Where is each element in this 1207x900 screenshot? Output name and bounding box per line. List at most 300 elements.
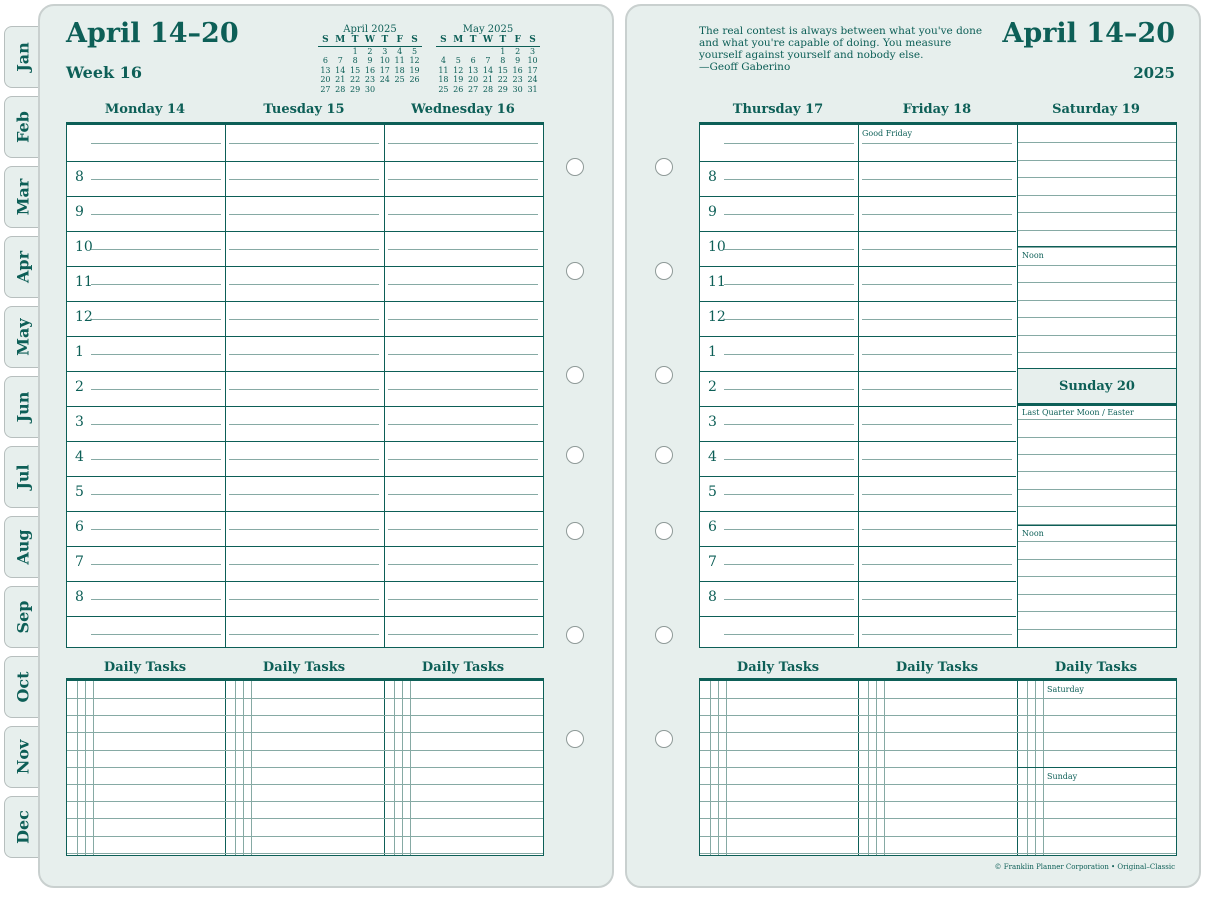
tab-nov[interactable] <box>4 726 40 788</box>
calendar-day: 14 <box>482 65 494 75</box>
calendar-day: 20 <box>320 75 331 84</box>
priority-column-line <box>718 681 719 855</box>
writing-line <box>1018 594 1176 595</box>
writing-line <box>91 599 221 600</box>
writing-line <box>1018 576 1176 577</box>
weekday-label: S <box>529 35 536 45</box>
priority-column-line <box>77 681 78 855</box>
tab-label: Dec <box>13 810 32 844</box>
calendar-day: 23 <box>512 75 523 84</box>
calendar-day: 16 <box>364 65 376 75</box>
binder-hole <box>655 262 673 280</box>
writing-line <box>862 599 1012 600</box>
tab-jul[interactable] <box>4 446 40 508</box>
weekday-label: T <box>469 35 477 45</box>
weekday-label: T <box>381 35 389 45</box>
writing-line <box>724 249 854 250</box>
tab-label: Feb <box>13 111 32 143</box>
calendar-day: 21 <box>482 75 494 84</box>
hour-label: 11 <box>75 274 93 290</box>
noon-label: Noon <box>1022 251 1044 260</box>
writing-line <box>229 529 379 530</box>
writing-line <box>862 319 1012 320</box>
tab-oct[interactable] <box>4 656 40 718</box>
calendar-day: 2 <box>515 46 521 56</box>
binder-hole <box>655 366 673 384</box>
calendar-day: 7 <box>485 56 491 65</box>
hour-label: 10 <box>75 239 93 255</box>
writing-line <box>91 179 221 180</box>
quote-line: and what you're capable of doing. You measure <box>699 37 952 49</box>
weekday-label: S <box>440 35 447 45</box>
calendar-day: 12 <box>409 56 420 65</box>
column-divider <box>225 681 226 855</box>
writing-line <box>1018 160 1176 161</box>
task-line <box>700 836 1176 837</box>
task-line <box>700 698 1176 699</box>
tab-sep[interactable] <box>4 586 40 648</box>
tab-label: Jul <box>13 464 32 490</box>
writing-line <box>229 424 379 425</box>
calendar-day: 18 <box>394 65 405 75</box>
task-line <box>67 698 543 699</box>
writing-line <box>229 284 379 285</box>
holiday-note: Good Friday <box>862 129 913 138</box>
tab-aug[interactable] <box>4 516 40 578</box>
binder-hole <box>655 522 673 540</box>
hour-divider <box>67 336 543 337</box>
hour-divider <box>67 301 543 302</box>
writing-line <box>388 354 538 355</box>
binder-hole <box>655 626 673 644</box>
writing-line <box>724 634 854 635</box>
writing-line <box>91 529 221 530</box>
mini-calendar-title: May 2025 <box>462 24 514 35</box>
writing-line <box>724 424 854 425</box>
calendar-day <box>436 46 451 56</box>
column-divider <box>225 125 226 647</box>
binder-hole <box>566 158 584 176</box>
writing-line <box>862 214 1012 215</box>
tab-label: Apr <box>13 250 32 284</box>
sunday-note: Last Quarter Moon / Easter <box>1022 408 1134 417</box>
calendar-day: 18 <box>438 75 449 84</box>
writing-line <box>1018 611 1176 612</box>
hour-divider <box>700 441 1016 442</box>
calendar-day: 15 <box>350 65 361 75</box>
writing-line <box>1018 265 1176 266</box>
binder-hole <box>566 522 584 540</box>
calendar-day: 3 <box>382 46 388 56</box>
calendar-day: 30 <box>512 84 523 94</box>
tab-feb[interactable] <box>4 96 40 158</box>
writing-line <box>1018 335 1176 336</box>
column-divider <box>384 681 385 855</box>
tab-label: Jan <box>13 42 32 72</box>
hour-label: 3 <box>75 414 84 430</box>
writing-line <box>862 143 1012 144</box>
writing-line <box>91 424 221 425</box>
tab-label: Nov <box>13 739 32 775</box>
tab-apr[interactable] <box>4 236 40 298</box>
priority-column-line <box>235 681 236 855</box>
calendar-day: 10 <box>379 56 390 65</box>
hour-label: 12 <box>708 309 726 325</box>
hour-label: 12 <box>75 309 93 325</box>
writing-line <box>91 214 221 215</box>
hour-label: 10 <box>708 239 726 255</box>
hour-divider <box>67 616 543 617</box>
weekday-label: M <box>335 35 346 45</box>
calendar-day: 21 <box>335 75 346 84</box>
priority-column-line <box>402 681 403 855</box>
calendar-day: 9 <box>515 56 521 65</box>
hour-divider <box>700 301 1016 302</box>
writing-line <box>229 179 379 180</box>
writing-line <box>862 389 1012 390</box>
calendar-day: 24 <box>527 75 538 84</box>
tab-mar[interactable] <box>4 166 40 228</box>
priority-column-line <box>868 681 869 855</box>
calendar-day <box>392 85 407 95</box>
weekday-label: M <box>453 35 464 45</box>
hour-divider <box>700 196 1016 197</box>
tab-label: Aug <box>13 529 32 565</box>
writing-line <box>229 249 379 250</box>
calendar-day <box>466 46 481 56</box>
hour-divider <box>67 161 543 162</box>
tab-label: Mar <box>13 178 32 216</box>
right-page <box>625 4 1201 888</box>
daily-tasks-grid <box>66 678 544 856</box>
calendar-day: 13 <box>320 65 331 75</box>
day-header: Friday 18 <box>902 102 972 117</box>
writing-line <box>388 214 538 215</box>
hour-divider <box>700 616 1016 617</box>
hour-divider <box>67 581 543 582</box>
calendar-day: 17 <box>379 65 390 75</box>
writing-line <box>388 143 538 144</box>
hour-label: 8 <box>708 169 717 185</box>
priority-column-line <box>1027 681 1028 855</box>
task-line <box>67 836 543 837</box>
hour-divider <box>700 546 1016 547</box>
hour-label: 8 <box>75 169 84 185</box>
quote-line: The real contest is always between what you've done <box>699 25 983 37</box>
calendar-day <box>318 46 333 56</box>
calendar-day <box>407 85 422 95</box>
daily-tasks-grid <box>699 678 1177 856</box>
hour-divider <box>700 266 1016 267</box>
task-line <box>67 732 543 733</box>
calendar-day: 29 <box>497 84 508 94</box>
week-number: Week 16 <box>66 63 142 82</box>
weekend-task-divider <box>1017 767 1176 768</box>
writing-line <box>229 494 379 495</box>
task-line <box>700 732 1176 733</box>
weekday-label: T <box>351 35 359 45</box>
day-header: Tuesday 15 <box>263 102 345 117</box>
task-label-sunday: Sunday <box>1047 772 1078 781</box>
writing-line <box>724 529 854 530</box>
task-line <box>67 853 543 854</box>
hour-label: 2 <box>75 379 84 395</box>
mini-calendar <box>318 24 422 94</box>
tab-label: Sep <box>13 600 32 634</box>
writing-line <box>862 494 1012 495</box>
writing-line <box>1018 471 1176 472</box>
noon-label: Noon <box>1022 529 1044 538</box>
calendar-day: 4 <box>440 56 446 65</box>
writing-line <box>724 319 854 320</box>
writing-line <box>724 354 854 355</box>
calendar-day: 26 <box>453 84 464 94</box>
writing-line <box>1018 352 1176 353</box>
writing-line <box>388 599 538 600</box>
binder-hole <box>566 626 584 644</box>
calendar-day <box>333 46 348 56</box>
binder-hole <box>655 158 673 176</box>
writing-line <box>388 284 538 285</box>
calendar-day: 7 <box>337 56 343 65</box>
writing-line <box>724 564 854 565</box>
quote-line: yourself against yourself and nobody else. <box>699 49 924 61</box>
writing-line <box>91 354 221 355</box>
writing-line <box>229 564 379 565</box>
calendar-day: 27 <box>468 84 479 94</box>
daily-tasks-header: Daily Tasks <box>895 660 979 675</box>
writing-line <box>1018 454 1176 455</box>
hour-label: 6 <box>708 519 717 535</box>
writing-line <box>1018 506 1176 507</box>
quote <box>699 25 982 73</box>
priority-column-line <box>243 681 244 855</box>
hour-divider <box>700 371 1016 372</box>
writing-line <box>724 143 854 144</box>
calendar-day: 1 <box>500 46 506 56</box>
calendar-day: 28 <box>335 84 346 94</box>
calendar-day: 11 <box>394 56 405 65</box>
writing-line <box>862 634 1012 635</box>
weekday-label: W <box>482 35 493 45</box>
calendar-day: 26 <box>409 75 420 84</box>
priority-column-line <box>884 681 885 855</box>
hour-divider <box>700 161 1016 162</box>
column-divider <box>858 125 859 647</box>
daily-tasks-header: Daily Tasks <box>262 660 346 675</box>
calendar-day: 17 <box>527 65 538 75</box>
writing-line <box>862 424 1012 425</box>
hour-divider <box>67 196 543 197</box>
task-line <box>700 750 1176 751</box>
hour-label: 1 <box>75 344 84 360</box>
writing-line <box>229 354 379 355</box>
calendar-day: 16 <box>512 65 523 75</box>
writing-line <box>862 459 1012 460</box>
task-line <box>67 784 543 785</box>
writing-line <box>724 459 854 460</box>
daily-tasks-header: Daily Tasks <box>421 660 505 675</box>
binder-hole <box>566 366 584 384</box>
calendar-day: 3 <box>529 46 536 56</box>
writing-line <box>388 459 538 460</box>
writing-line <box>1018 317 1176 318</box>
writing-line <box>91 494 221 495</box>
hour-label: 5 <box>708 484 717 500</box>
week-title: April 14–20 <box>66 18 239 49</box>
calendar-day: 1 <box>352 46 358 56</box>
task-line <box>67 801 543 802</box>
task-line <box>67 818 543 819</box>
hour-label: 7 <box>708 554 717 570</box>
week-title: April 14–20 <box>1002 18 1175 49</box>
calendar-day: 6 <box>470 56 476 65</box>
writing-line <box>1018 142 1176 143</box>
mini-calendar-title: April 2025 <box>343 24 397 35</box>
task-line <box>700 818 1176 819</box>
priority-column-line <box>726 681 727 855</box>
hour-divider <box>67 231 543 232</box>
writing-line <box>388 494 538 495</box>
writing-line <box>862 354 1012 355</box>
tab-label: Jun <box>13 391 32 423</box>
writing-line <box>91 389 221 390</box>
hour-label: 1 <box>708 344 717 360</box>
calendar-day: 19 <box>409 65 420 75</box>
tab-label: May <box>13 318 32 356</box>
writing-line <box>388 564 538 565</box>
writing-line <box>1018 419 1176 420</box>
calendar-day: 25 <box>438 84 449 94</box>
priority-column-line <box>876 681 877 855</box>
writing-line <box>91 564 221 565</box>
weekday-label: F <box>514 35 521 45</box>
left-page <box>38 4 614 888</box>
binder-hole <box>566 262 584 280</box>
task-line <box>67 767 543 768</box>
writing-line <box>91 143 221 144</box>
binder-hole <box>566 446 584 464</box>
sunday-header: Sunday 20 <box>1059 379 1135 394</box>
writing-line <box>229 214 379 215</box>
priority-column-line <box>1043 681 1044 855</box>
hour-label: 4 <box>75 449 84 465</box>
binder-hole <box>655 446 673 464</box>
weekday-label: S <box>322 35 329 45</box>
tab-dec[interactable] <box>4 796 40 858</box>
writing-line <box>1018 437 1176 438</box>
hour-label: 2 <box>708 379 717 395</box>
tab-jun[interactable] <box>4 376 40 438</box>
calendar-day: 10 <box>527 56 538 65</box>
hour-label: 4 <box>708 449 717 465</box>
priority-column-line <box>410 681 411 855</box>
writing-line <box>229 143 379 144</box>
calendar-day: 28 <box>482 84 494 94</box>
writing-line <box>862 529 1012 530</box>
writing-line <box>1018 489 1176 490</box>
writing-line <box>388 389 538 390</box>
priority-column-line <box>394 681 395 855</box>
hour-divider <box>67 546 543 547</box>
weekday-label: F <box>396 35 403 45</box>
writing-line <box>1018 212 1176 213</box>
calendar-day: 11 <box>438 65 449 75</box>
hour-divider <box>700 581 1016 582</box>
calendar-day: 15 <box>497 65 508 75</box>
tab-label: Oct <box>13 671 32 703</box>
writing-line <box>229 634 379 635</box>
hour-label: 9 <box>75 204 84 220</box>
tab-may[interactable] <box>4 306 40 368</box>
year: 2025 <box>1133 64 1175 82</box>
calendar-day: 29 <box>350 84 361 94</box>
column-divider <box>858 681 859 855</box>
schedule-grid <box>699 122 1177 648</box>
calendar-day <box>481 46 496 56</box>
hour-divider <box>67 371 543 372</box>
calendar-day: 24 <box>379 75 390 84</box>
hour-label: 3 <box>708 414 717 430</box>
calendar-day: 12 <box>453 65 464 75</box>
writing-line <box>388 529 538 530</box>
weekday-label: S <box>411 35 418 45</box>
calendar-day: 27 <box>320 84 331 94</box>
calendar-day: 5 <box>455 56 461 65</box>
task-line <box>700 853 1176 854</box>
calendar-day: 6 <box>322 56 328 65</box>
tab-jan[interactable] <box>4 26 40 88</box>
priority-column-line <box>1035 681 1036 855</box>
hour-divider <box>67 511 543 512</box>
calendar-day: 22 <box>497 75 508 84</box>
hour-divider <box>700 476 1016 477</box>
calendar-day: 9 <box>367 56 373 65</box>
writing-line <box>388 424 538 425</box>
hour-divider <box>700 511 1016 512</box>
binder-hole <box>655 730 673 748</box>
calendar-day: 8 <box>500 56 506 65</box>
hour-label: 6 <box>75 519 84 535</box>
calendar-day: 19 <box>453 75 464 84</box>
hour-label: 8 <box>708 589 717 605</box>
priority-column-line <box>85 681 86 855</box>
task-line <box>700 784 1176 785</box>
writing-line <box>388 179 538 180</box>
binder-hole <box>566 730 584 748</box>
writing-line <box>229 599 379 600</box>
calendar-day: 14 <box>335 65 346 75</box>
calendar-day: 30 <box>364 84 376 94</box>
writing-line <box>1018 541 1176 542</box>
weekday-label: T <box>499 35 507 45</box>
hour-label: 5 <box>75 484 84 500</box>
writing-line <box>1018 230 1176 231</box>
hour-divider <box>67 441 543 442</box>
task-label-saturday: Saturday <box>1047 685 1084 694</box>
hour-divider <box>700 406 1016 407</box>
writing-line <box>229 389 379 390</box>
writing-line <box>1018 300 1176 301</box>
writing-line <box>91 319 221 320</box>
sunday-header-band <box>1018 368 1176 406</box>
calendar-day: 2 <box>367 46 373 56</box>
task-line <box>700 801 1176 802</box>
hour-label: 9 <box>708 204 717 220</box>
writing-line <box>862 249 1012 250</box>
day-header: Wednesday 16 <box>411 102 515 117</box>
writing-line <box>229 459 379 460</box>
